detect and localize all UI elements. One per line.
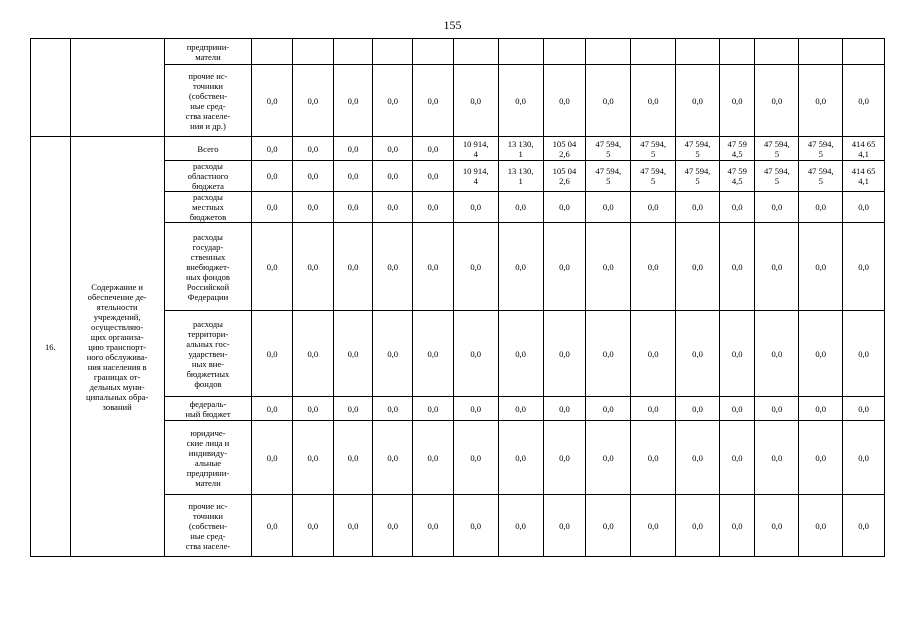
table-row — [31, 39, 885, 65]
value-cell: 47 594, 5 — [799, 161, 843, 192]
value-cell: 0,0 — [453, 192, 498, 223]
value-cell: 0,0 — [498, 65, 543, 137]
value-cell: 0,0 — [498, 223, 543, 311]
value-cell: 0,0 — [293, 137, 334, 161]
value-cell: 0,0 — [631, 65, 676, 137]
value-cell: 47 594, 5 — [586, 137, 631, 161]
value-cell: 0,0 — [498, 495, 543, 557]
value-cell: 0,0 — [543, 223, 586, 311]
value-cell: 0,0 — [333, 161, 373, 192]
value-cell: 0,0 — [453, 223, 498, 311]
value-cell: 0,0 — [453, 421, 498, 495]
value-cell: 0,0 — [333, 397, 373, 421]
value-cell: 0,0 — [799, 311, 843, 397]
value-cell: 0,0 — [543, 192, 586, 223]
value-cell: 0,0 — [373, 65, 413, 137]
item-number-cell — [31, 39, 71, 137]
value-cell: 0,0 — [755, 311, 799, 397]
value-cell: 0,0 — [453, 311, 498, 397]
value-cell — [586, 39, 631, 65]
value-cell: 0,0 — [252, 192, 293, 223]
funding-source: предприни- матели — [164, 39, 252, 65]
value-cell: 0,0 — [498, 192, 543, 223]
value-cell: 0,0 — [676, 223, 720, 311]
value-cell: 47 594, 5 — [676, 137, 720, 161]
funding-source: юридиче- ские лица и индивиду- альные предприни- матели — [164, 421, 252, 495]
item-number: 16. — [31, 137, 71, 557]
value-cell: 0,0 — [373, 137, 413, 161]
value-cell: 0,0 — [293, 421, 334, 495]
value-cell: 0,0 — [252, 137, 293, 161]
value-cell: 0,0 — [676, 495, 720, 557]
value-cell — [252, 39, 293, 65]
value-cell: 0,0 — [333, 495, 373, 557]
value-cell: 0,0 — [799, 421, 843, 495]
value-cell: 0,0 — [498, 421, 543, 495]
value-cell: 0,0 — [333, 137, 373, 161]
value-cell: 0,0 — [631, 397, 676, 421]
funding-source: прочие ис- точники (собствен- ные сред- ства населе- ния и др.) — [164, 65, 252, 137]
value-cell: 47 594, 5 — [799, 137, 843, 161]
value-cell: 10 914, 4 — [453, 161, 498, 192]
value-cell: 0,0 — [631, 192, 676, 223]
value-cell: 0,0 — [586, 421, 631, 495]
funding-source: расходы территори- альных гос- ударствен- ных вне- бюджетных фондов — [164, 311, 252, 397]
value-cell — [631, 39, 676, 65]
value-cell: 0,0 — [252, 161, 293, 192]
funding-source: Всего — [164, 137, 252, 161]
value-cell: 47 594, 5 — [755, 137, 799, 161]
value-cell: 0,0 — [586, 311, 631, 397]
value-cell — [413, 39, 454, 65]
value-cell: 0,0 — [252, 65, 293, 137]
value-cell — [373, 39, 413, 65]
value-cell: 0,0 — [755, 192, 799, 223]
value-cell: 0,0 — [799, 223, 843, 311]
value-cell: 0,0 — [293, 223, 334, 311]
value-cell: 0,0 — [293, 192, 334, 223]
value-cell: 0,0 — [252, 495, 293, 557]
value-cell: 414 65 4,1 — [843, 161, 885, 192]
value-cell — [293, 39, 334, 65]
value-cell — [719, 39, 754, 65]
value-cell: 0,0 — [543, 397, 586, 421]
value-cell: 13 130, 1 — [498, 161, 543, 192]
value-cell: 0,0 — [843, 311, 885, 397]
value-cell: 10 914, 4 — [453, 137, 498, 161]
value-cell — [498, 39, 543, 65]
value-cell: 0,0 — [676, 397, 720, 421]
value-cell: 0,0 — [755, 397, 799, 421]
value-cell: 0,0 — [676, 421, 720, 495]
value-cell: 414 65 4,1 — [843, 137, 885, 161]
value-cell: 0,0 — [755, 421, 799, 495]
value-cell: 0,0 — [413, 161, 454, 192]
value-cell: 0,0 — [843, 421, 885, 495]
value-cell — [543, 39, 586, 65]
funding-source: федераль- ный бюджет — [164, 397, 252, 421]
value-cell: 0,0 — [498, 311, 543, 397]
value-cell: 0,0 — [676, 192, 720, 223]
value-cell: 0,0 — [586, 192, 631, 223]
value-cell: 0,0 — [631, 421, 676, 495]
value-cell: 0,0 — [543, 311, 586, 397]
value-cell: 0,0 — [373, 421, 413, 495]
value-cell: 0,0 — [799, 65, 843, 137]
value-cell: 0,0 — [843, 192, 885, 223]
value-cell: 13 130, 1 — [498, 137, 543, 161]
value-cell: 0,0 — [586, 65, 631, 137]
value-cell: 0,0 — [373, 192, 413, 223]
value-cell — [676, 39, 720, 65]
value-cell — [799, 39, 843, 65]
value-cell: 0,0 — [453, 397, 498, 421]
value-cell: 0,0 — [843, 397, 885, 421]
value-cell: 0,0 — [373, 397, 413, 421]
value-cell: 0,0 — [631, 311, 676, 397]
funding-source: прочие ис- точники (собствен- ные сред- ства населе- — [164, 495, 252, 557]
value-cell: 0,0 — [373, 161, 413, 192]
value-cell — [755, 39, 799, 65]
value-cell — [333, 39, 373, 65]
value-cell: 0,0 — [453, 65, 498, 137]
value-cell: 0,0 — [333, 311, 373, 397]
value-cell: 0,0 — [719, 421, 754, 495]
value-cell: 0,0 — [252, 421, 293, 495]
funding-source: расходы областного бюджета — [164, 161, 252, 192]
value-cell: 0,0 — [719, 223, 754, 311]
value-cell: 0,0 — [413, 495, 454, 557]
value-cell: 0,0 — [719, 397, 754, 421]
value-cell: 0,0 — [843, 223, 885, 311]
value-cell: 0,0 — [719, 311, 754, 397]
value-cell: 0,0 — [293, 65, 334, 137]
funding-source: расходы местных бюджетов — [164, 192, 252, 223]
value-cell: 0,0 — [293, 495, 334, 557]
value-cell: 0,0 — [755, 65, 799, 137]
value-cell — [453, 39, 498, 65]
value-cell: 0,0 — [799, 192, 843, 223]
value-cell: 0,0 — [543, 65, 586, 137]
value-cell: 0,0 — [719, 495, 754, 557]
value-cell: 0,0 — [252, 397, 293, 421]
value-cell: 0,0 — [413, 311, 454, 397]
value-cell: 0,0 — [799, 397, 843, 421]
value-cell: 47 594, 5 — [676, 161, 720, 192]
value-cell: 0,0 — [333, 192, 373, 223]
value-cell: 0,0 — [586, 223, 631, 311]
value-cell: 0,0 — [413, 137, 454, 161]
value-cell: 0,0 — [543, 421, 586, 495]
value-cell: 0,0 — [413, 421, 454, 495]
value-cell: 0,0 — [543, 495, 586, 557]
value-cell: 47 594, 5 — [586, 161, 631, 192]
value-cell — [843, 39, 885, 65]
item-name-cell — [70, 39, 164, 137]
value-cell: 0,0 — [413, 192, 454, 223]
value-cell: 47 594, 5 — [631, 137, 676, 161]
value-cell: 105 04 2,6 — [543, 137, 586, 161]
value-cell: 0,0 — [333, 421, 373, 495]
value-cell: 0,0 — [373, 223, 413, 311]
value-cell: 0,0 — [293, 397, 334, 421]
value-cell: 0,0 — [413, 223, 454, 311]
funding-source: расходы государ- ственных внебюджет- ных фондов Российской Федерации — [164, 223, 252, 311]
value-cell: 0,0 — [799, 495, 843, 557]
value-cell: 0,0 — [252, 311, 293, 397]
value-cell: 0,0 — [719, 65, 754, 137]
value-cell: 0,0 — [373, 495, 413, 557]
value-cell: 0,0 — [453, 495, 498, 557]
budget-table — [30, 38, 885, 557]
page-number: 155 — [443, 18, 462, 32]
value-cell: 47 59 4,5 — [719, 161, 754, 192]
value-cell: 0,0 — [373, 311, 413, 397]
value-cell: 0,0 — [498, 397, 543, 421]
value-cell: 0,0 — [755, 495, 799, 557]
value-cell: 0,0 — [293, 311, 334, 397]
value-cell: 0,0 — [586, 495, 631, 557]
value-cell: 0,0 — [843, 495, 885, 557]
value-cell: 0,0 — [755, 223, 799, 311]
value-cell: 0,0 — [413, 65, 454, 137]
value-cell: 0,0 — [676, 311, 720, 397]
value-cell: 47 594, 5 — [755, 161, 799, 192]
value-cell: 0,0 — [333, 65, 373, 137]
value-cell: 0,0 — [413, 397, 454, 421]
value-cell: 0,0 — [631, 223, 676, 311]
value-cell: 0,0 — [333, 223, 373, 311]
value-cell: 0,0 — [252, 223, 293, 311]
value-cell: 105 04 2,6 — [543, 161, 586, 192]
value-cell: 47 594, 5 — [631, 161, 676, 192]
value-cell: 0,0 — [676, 65, 720, 137]
value-cell: 0,0 — [843, 65, 885, 137]
value-cell: 0,0 — [719, 192, 754, 223]
value-cell: 0,0 — [586, 397, 631, 421]
table-row — [31, 137, 885, 161]
value-cell: 0,0 — [293, 161, 334, 192]
value-cell: 47 59 4,5 — [719, 137, 754, 161]
item-name: Содержание и обеспечение де- ятельности учреждений, осуществляю- щих организа- цию транспорт- ного обслужива- ния населения в границах от- дельных муни- ципальных обра- зований — [70, 137, 164, 557]
value-cell: 0,0 — [631, 495, 676, 557]
